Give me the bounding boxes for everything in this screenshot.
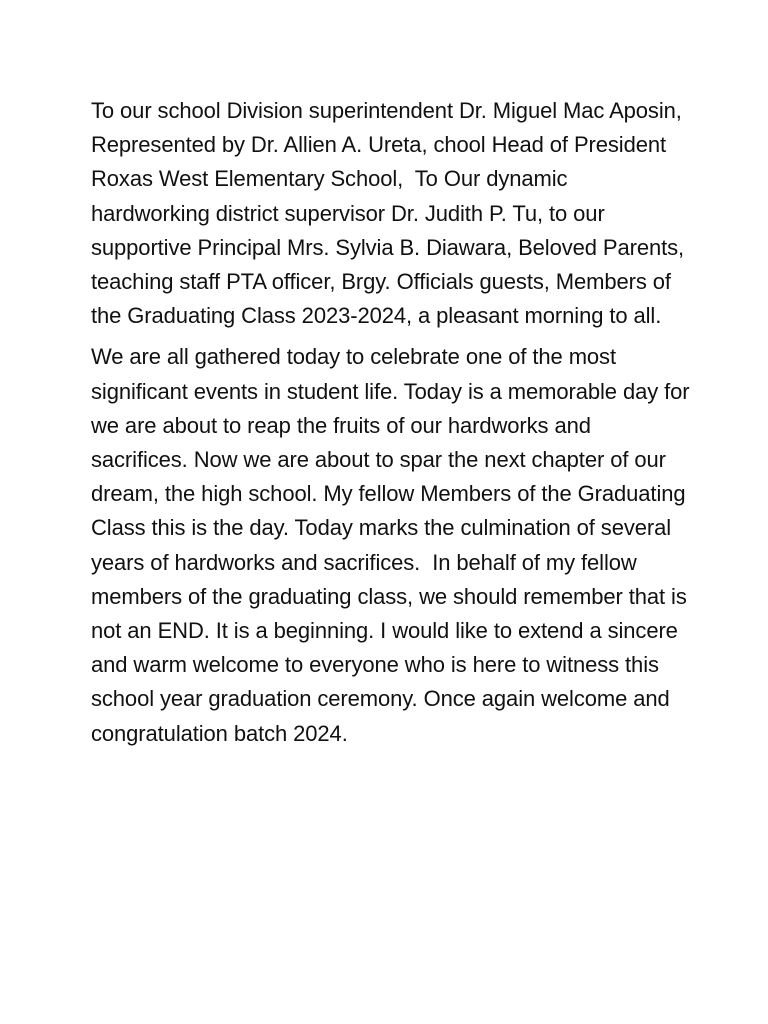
welcome-address-paragraph: We are all gathered today to celebrate one of the most significant events in student life. Today is a memorable day for we are about to reap the fruits of our hardworks and sacrifices. Now we are about to spar the next chapter of our dream, the high school. My fellow Members of the Graduating Class this is the day. Today marks the culmination of several years of hardworks and sacrifices. In behalf of my fellow members of the graduating class, we should remember that is not an END. It is a beginning. I would like to extend a sincere and warm welcome to everyone who is here to witness this school year graduation ceremony. Once again welcome and congratulation batch 2024. [91, 344, 696, 746]
document-page [91, 94, 696, 758]
welcome-salutation-paragraph: To our school Division superintendent Dr. Miguel Mac Aposin, Represented by Dr. Allien A. Ureta, chool Head of President Roxas West Elementary School, To Our dynamic hardworking district supervisor Dr. Judith P. Tu, to our supportive Principal Mrs. Sylvia B. Diawara, Beloved Parents, teaching staff PTA officer, Brgy. Officials guests, Members of the Graduating Class 2023-2024, a pleasant morning to all. [91, 98, 691, 329]
